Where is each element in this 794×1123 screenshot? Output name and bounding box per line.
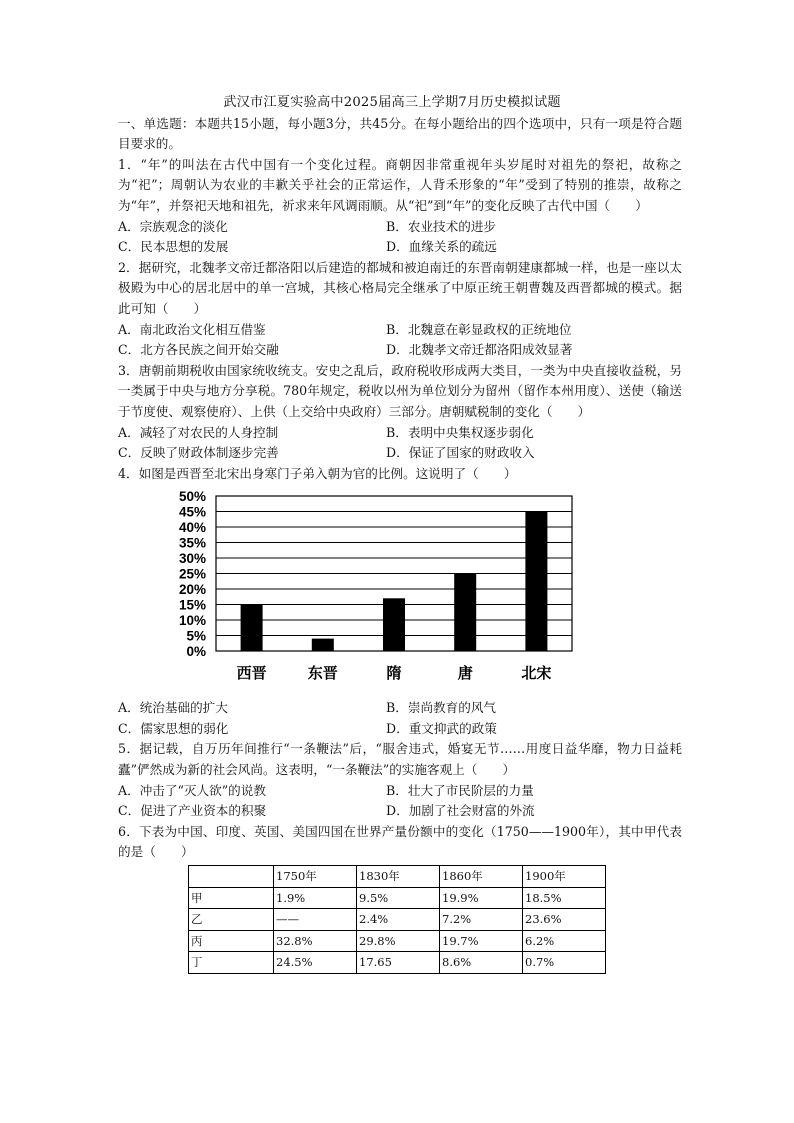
table-cell: —— [274, 909, 357, 931]
y-tick-label: 20% [178, 582, 206, 598]
question-6-stem: 6．下表为中国、印度、英国、美国四国在世界产量份额中的变化（1750——1900年），其中甲代表的是（ ） [118, 823, 682, 860]
question-3-stem: 3．唐朝前期税收由国家统收统支。安史之乱后，政府税收形成两大类目，一类为中央直接收益税，另一类属于中央与地方分享税。780年规定，税收以州为单位划分为留州（留作本州用度）、送使（输送于节度使、观察使府）、上供（上交给中央政府）三部分。唐朝赋税制的变化（ ） [118, 362, 682, 419]
share-table [188, 865, 606, 974]
bar-chart [168, 486, 628, 698]
question-1-options [118, 217, 682, 258]
y-tick-label: 30% [178, 551, 206, 567]
y-tick-label: 40% [178, 520, 206, 536]
y-tick-label: 10% [178, 613, 206, 629]
table-row [189, 952, 606, 974]
question-2-options [118, 320, 682, 361]
table-header-cell: 1750年 [274, 866, 357, 888]
y-tick-label: 15% [178, 597, 206, 613]
table-row [189, 887, 606, 909]
x-category-label: 唐 [457, 664, 473, 683]
option-b: B．表明中央集权逐步弱化 [386, 424, 534, 440]
question-4-stem: 4．如图是西晋至北宋出身寒门子弟入朝为官的比例。这说明了（ ） [118, 465, 517, 481]
table-cell: 19.7% [440, 930, 523, 952]
table-header-row [189, 866, 606, 888]
question-2-stem: 2．据研究，北魏孝文帝迁都洛阳以后建造的都城和被迫南迁的东晋南朝建康都城一样，也是一座以太极殿为中心的居北居中的单一宫城，其核心格局完全继承了中原正统王朝曹魏及西晋都城的模式。据此可知（ ） [118, 259, 682, 316]
option-a: A．冲击了“灭人欲”的说教 [118, 782, 266, 798]
x-category-label: 西晋 [236, 664, 267, 683]
y-tick-label: 35% [178, 535, 206, 551]
bar [383, 599, 405, 652]
table-cell: 23.6% [523, 909, 606, 931]
y-tick-label: 5% [186, 628, 206, 644]
table-cell: 9.5% [357, 887, 440, 909]
option-a: A．宗族观念的淡化 [118, 218, 228, 234]
bar [241, 605, 263, 652]
question-5-options [118, 781, 682, 822]
table-cell: 19.9% [440, 887, 523, 909]
option-b: B．农业技术的进步 [386, 218, 497, 234]
x-category-label: 北宋 [521, 664, 552, 683]
table-cell: 丙 [189, 930, 274, 952]
exam-page [118, 93, 682, 974]
question-5-stem: 5．据记载，自万历年间推行“一条鞭法”后，“服舍违式，婚宴无节……用度日益华靡，物力日益耗蠹”俨然成为新的社会风尚。这表明，“一条鞭法”的实施客观上（ ） [118, 741, 682, 778]
option-d: D．加剧了社会财富的外流 [386, 803, 535, 819]
table-cell: 乙 [189, 909, 274, 931]
table-header-cell: 1830年 [357, 866, 440, 888]
table-cell: 18.5% [523, 887, 606, 909]
table-cell: 甲 [189, 887, 274, 909]
table-cell: 1.9% [274, 887, 357, 909]
option-b: B．北魏意在彰显政权的正统地位 [386, 321, 572, 337]
table-cell: 8.6% [440, 952, 523, 974]
bar [312, 639, 334, 651]
table-cell: 6.2% [523, 930, 606, 952]
option-d: D．血缘关系的疏远 [386, 239, 497, 255]
table-cell: 7.2% [440, 909, 523, 931]
option-a: A．减轻了对农民的人身控制 [118, 424, 279, 440]
table-cell: 17.65 [357, 952, 440, 974]
bar-chart-svg [168, 486, 628, 698]
option-c: C．北方各民族之间开始交融 [118, 342, 279, 358]
option-d: D．北魏孝文帝迁都洛阳成效显著 [386, 342, 573, 358]
section-instruction: 一、单选题：本题共15小题，每小题3分，共45分。在每小题给出的四个选项中，只有一项是符合题目要求的。 [118, 115, 682, 152]
y-tick-label: 45% [178, 504, 206, 520]
y-tick-label: 25% [178, 566, 206, 582]
table-cell: 24.5% [274, 952, 357, 974]
table-header-cell: 1860年 [440, 866, 523, 888]
option-c: C．民本思想的发展 [118, 239, 229, 255]
question-4-options [118, 698, 682, 739]
question-1-stem: 1．“年”的叫法在古代中国有一个变化过程。商朝因非常重视年头岁尾时对祖先的祭祀，故称之为“祀”；周朝认为农业的丰歉关乎社会的正常运作，人背禾形象的“年”受到了特别的推崇，故称之为“年”，并祭祀天地和祖先，祈求来年风调雨顺。从“祀”到“年”的变化反映了古代中国（ ） [118, 156, 682, 213]
table-header-cell [189, 866, 274, 888]
table-cell: 32.8% [274, 930, 357, 952]
table-row [189, 909, 606, 931]
option-a: A．南北政治文化相互借鉴 [118, 321, 266, 337]
y-tick-label: 50% [178, 489, 206, 505]
table-row [189, 930, 606, 952]
question-3-options [118, 423, 682, 464]
y-tick-label: 0% [186, 644, 206, 660]
table-header-cell: 1900年 [523, 866, 606, 888]
option-c: C．儒家思想的弱化 [118, 720, 229, 736]
table-cell: 0.7% [523, 952, 606, 974]
x-category-label: 东晋 [307, 664, 338, 683]
option-b: B．崇尚教育的风气 [386, 700, 497, 716]
option-c: C．反映了财政体制逐步完善 [118, 445, 279, 461]
option-b: B．壮大了市民阶层的力量 [386, 782, 534, 798]
option-a: A．统治基础的扩大 [118, 700, 228, 716]
exam-title: 武汉市江夏实验高中2025届高三上学期7月历史模拟试题 [223, 95, 561, 110]
x-category-label: 隋 [386, 664, 402, 683]
bar [525, 512, 547, 652]
table-cell: 丁 [189, 952, 274, 974]
option-d: D．重文抑武的政策 [386, 720, 497, 736]
option-d: D．保证了国家的财政收入 [386, 445, 535, 461]
table-cell: 2.4% [357, 909, 440, 931]
table-cell: 29.8% [357, 930, 440, 952]
bar [454, 574, 476, 652]
option-c: C．促进了产业资本的积聚 [118, 803, 267, 819]
